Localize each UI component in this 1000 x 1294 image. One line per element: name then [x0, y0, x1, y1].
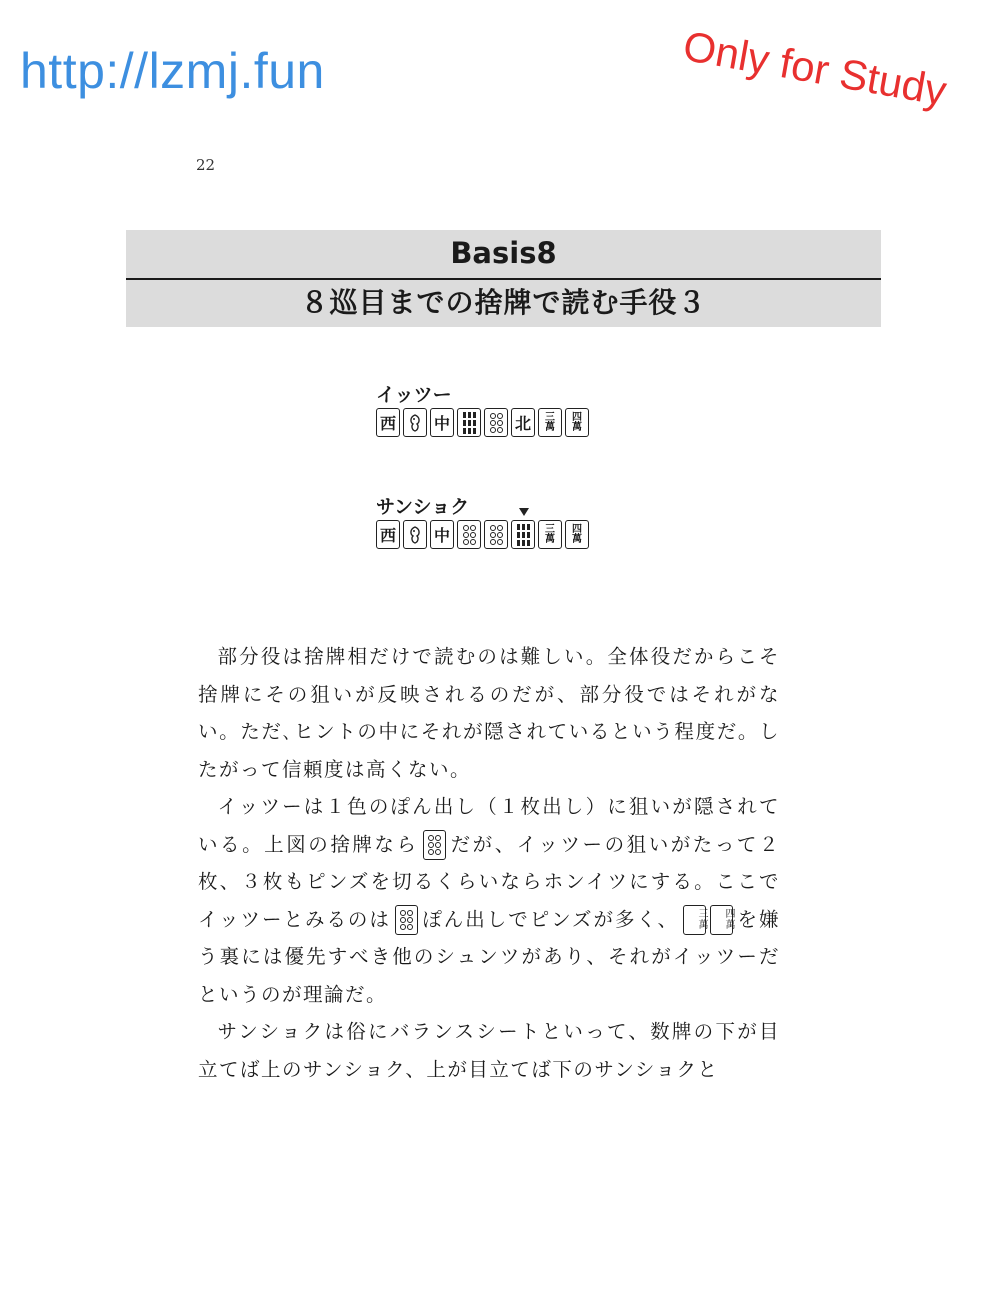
page-number: 22	[196, 156, 216, 174]
tile-row	[376, 520, 592, 549]
paragraph-3: サンショクは俗にバランスシートといって、数牌の下が目立てば上のサンショク、上が目立てば下のサンショクと	[198, 1020, 780, 1081]
man-tile-top: 四	[572, 411, 582, 423]
hand-sanshoku	[376, 492, 592, 549]
paragraph-2-part-c: ぽん出しでピンズが多く、	[421, 907, 680, 931]
man-tile-bottom: 萬	[572, 533, 582, 545]
paragraph-2-part-b: だが、イッツーの狙いがたって２枚、３枚もピンズを切るくらいならホンイツにする。ここでイッツーとみるのは	[198, 832, 780, 931]
riichi-marker-icon	[519, 508, 529, 516]
banner-subtitle: ８巡目までの捨牌で読む手役３	[300, 286, 707, 319]
hand-label: サンショク	[376, 496, 470, 518]
man-tile-top: 三	[545, 523, 555, 535]
man-tile-top: 四	[572, 523, 582, 535]
section-banner	[126, 230, 881, 327]
honor-tile: 西	[376, 520, 400, 549]
one-sou-bird-icon	[403, 520, 427, 549]
honor-tile: 北	[511, 408, 535, 437]
man-tile-four	[710, 905, 738, 935]
pin-tile-icon	[484, 520, 508, 549]
sou-tile-icon	[457, 408, 481, 437]
body-text	[198, 638, 780, 1088]
tile-row	[376, 408, 592, 437]
man-tile	[565, 520, 589, 549]
banner-title: Basis8	[126, 230, 881, 280]
paragraph-2	[198, 788, 780, 1013]
one-sou-bird-icon	[403, 408, 427, 437]
paragraph-2-part-d: を嫌う裏には優先すべき他のシュンツがあり、それがイッツーだというのが理論だ。	[198, 907, 780, 1006]
pin-tile-icon	[457, 520, 481, 549]
man-tile-bottom: 萬	[545, 533, 555, 545]
man-tile-bottom: 萬	[725, 920, 738, 931]
honor-tile: 中	[430, 520, 454, 549]
man-tile-bottom: 萬	[545, 421, 555, 433]
man-tile-bottom: 萬	[698, 920, 711, 931]
man-tile-top: 三	[698, 909, 711, 920]
man-tile	[538, 408, 562, 437]
man-tile-three	[683, 905, 711, 935]
paragraph-2-part-a: イッツーは１色のぽん出し（１枚出し）に狙いが隠されている。上図の捨牌なら	[198, 795, 780, 856]
pin-tile-icon	[395, 905, 418, 935]
pin-tile-icon	[484, 408, 508, 437]
watermark-url: http://lzmj.fun	[20, 43, 325, 99]
honor-tile: 中	[430, 408, 454, 437]
pin-tile-icon	[423, 830, 446, 860]
hand-ittsu	[376, 380, 592, 437]
sou-tile-icon	[511, 520, 535, 549]
honor-tile: 西	[376, 408, 400, 437]
hand-label: イッツー	[376, 384, 452, 406]
man-tile	[565, 408, 589, 437]
watermark-study: Only for Study	[679, 22, 951, 115]
man-tile	[538, 520, 562, 549]
man-tile-bottom: 萬	[572, 421, 582, 433]
man-tile-top: 三	[545, 411, 555, 423]
paragraph-1: 部分役は捨牌相だけで読むのは難しい。全体役だからこそ捨牌にその狙いが反映されるのだが、部分役ではそれがない。ただ､ヒントの中にそれが隠されているという程度だ。したがって信頼度は高くない。	[198, 645, 780, 781]
man-tile-top: 四	[725, 909, 738, 920]
